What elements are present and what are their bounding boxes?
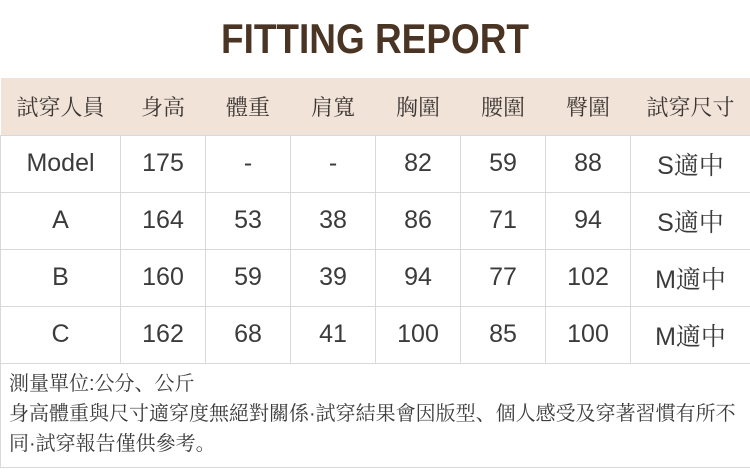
cell-fitter-name: B (1, 249, 121, 306)
cell-waist: 59 (461, 135, 546, 192)
fitting-table (0, 78, 750, 468)
table-row-a (1, 192, 750, 249)
table-row-model (1, 135, 750, 192)
cell-hip: 102 (546, 249, 631, 306)
table-header-row (1, 78, 750, 135)
cell-shoulder: 39 (291, 249, 376, 306)
cell-hip: 100 (546, 306, 631, 363)
cell-fit-size: M適中 (631, 306, 750, 363)
cell-height: 160 (121, 249, 206, 306)
notes-cell (1, 363, 750, 467)
cell-fitter-name: Model (1, 135, 121, 192)
notes-row (1, 363, 750, 467)
title-bar (0, 0, 750, 78)
cell-chest: 100 (376, 306, 461, 363)
table-row-b (1, 249, 750, 306)
cell-chest: 82 (376, 135, 461, 192)
col-header-weight: 體重 (206, 78, 291, 135)
cell-weight: 59 (206, 249, 291, 306)
cell-shoulder: 41 (291, 306, 376, 363)
cell-fit-size: S適中 (631, 135, 750, 192)
col-header-waist: 腰圍 (461, 78, 546, 135)
col-header-chest: 胸圍 (376, 78, 461, 135)
cell-shoulder: 38 (291, 192, 376, 249)
cell-fitter-name: A (1, 192, 121, 249)
measurement-notes (9, 369, 740, 459)
cell-weight: 68 (206, 306, 291, 363)
cell-hip: 94 (546, 192, 631, 249)
unit-note: 測量單位:公分、公斤 (9, 372, 195, 395)
disclaimer-note: 身高體重與尺寸適穿度無絕對關係·試穿結果會因版型、個人感受及穿著習慣有所不同·試穿報告僅供參考。 (9, 402, 736, 455)
page-title: FITTING REPORT (221, 15, 529, 62)
cell-waist: 77 (461, 249, 546, 306)
cell-shoulder: - (291, 135, 376, 192)
cell-chest: 94 (376, 249, 461, 306)
cell-weight: 53 (206, 192, 291, 249)
cell-fitter-name: C (1, 306, 121, 363)
cell-weight: - (206, 135, 291, 192)
col-header-height: 身高 (121, 78, 206, 135)
col-header-fit-size: 試穿尺寸 (631, 78, 750, 135)
col-header-hip: 臀圍 (546, 78, 631, 135)
col-header-fitter: 試穿人員 (1, 78, 121, 135)
cell-height: 175 (121, 135, 206, 192)
cell-chest: 86 (376, 192, 461, 249)
cell-height: 162 (121, 306, 206, 363)
cell-hip: 88 (546, 135, 631, 192)
table-row-c (1, 306, 750, 363)
cell-fit-size: M適中 (631, 249, 750, 306)
cell-waist: 71 (461, 192, 546, 249)
cell-waist: 85 (461, 306, 546, 363)
col-header-shoulder: 肩寬 (291, 78, 376, 135)
cell-height: 164 (121, 192, 206, 249)
cell-fit-size: S適中 (631, 192, 750, 249)
